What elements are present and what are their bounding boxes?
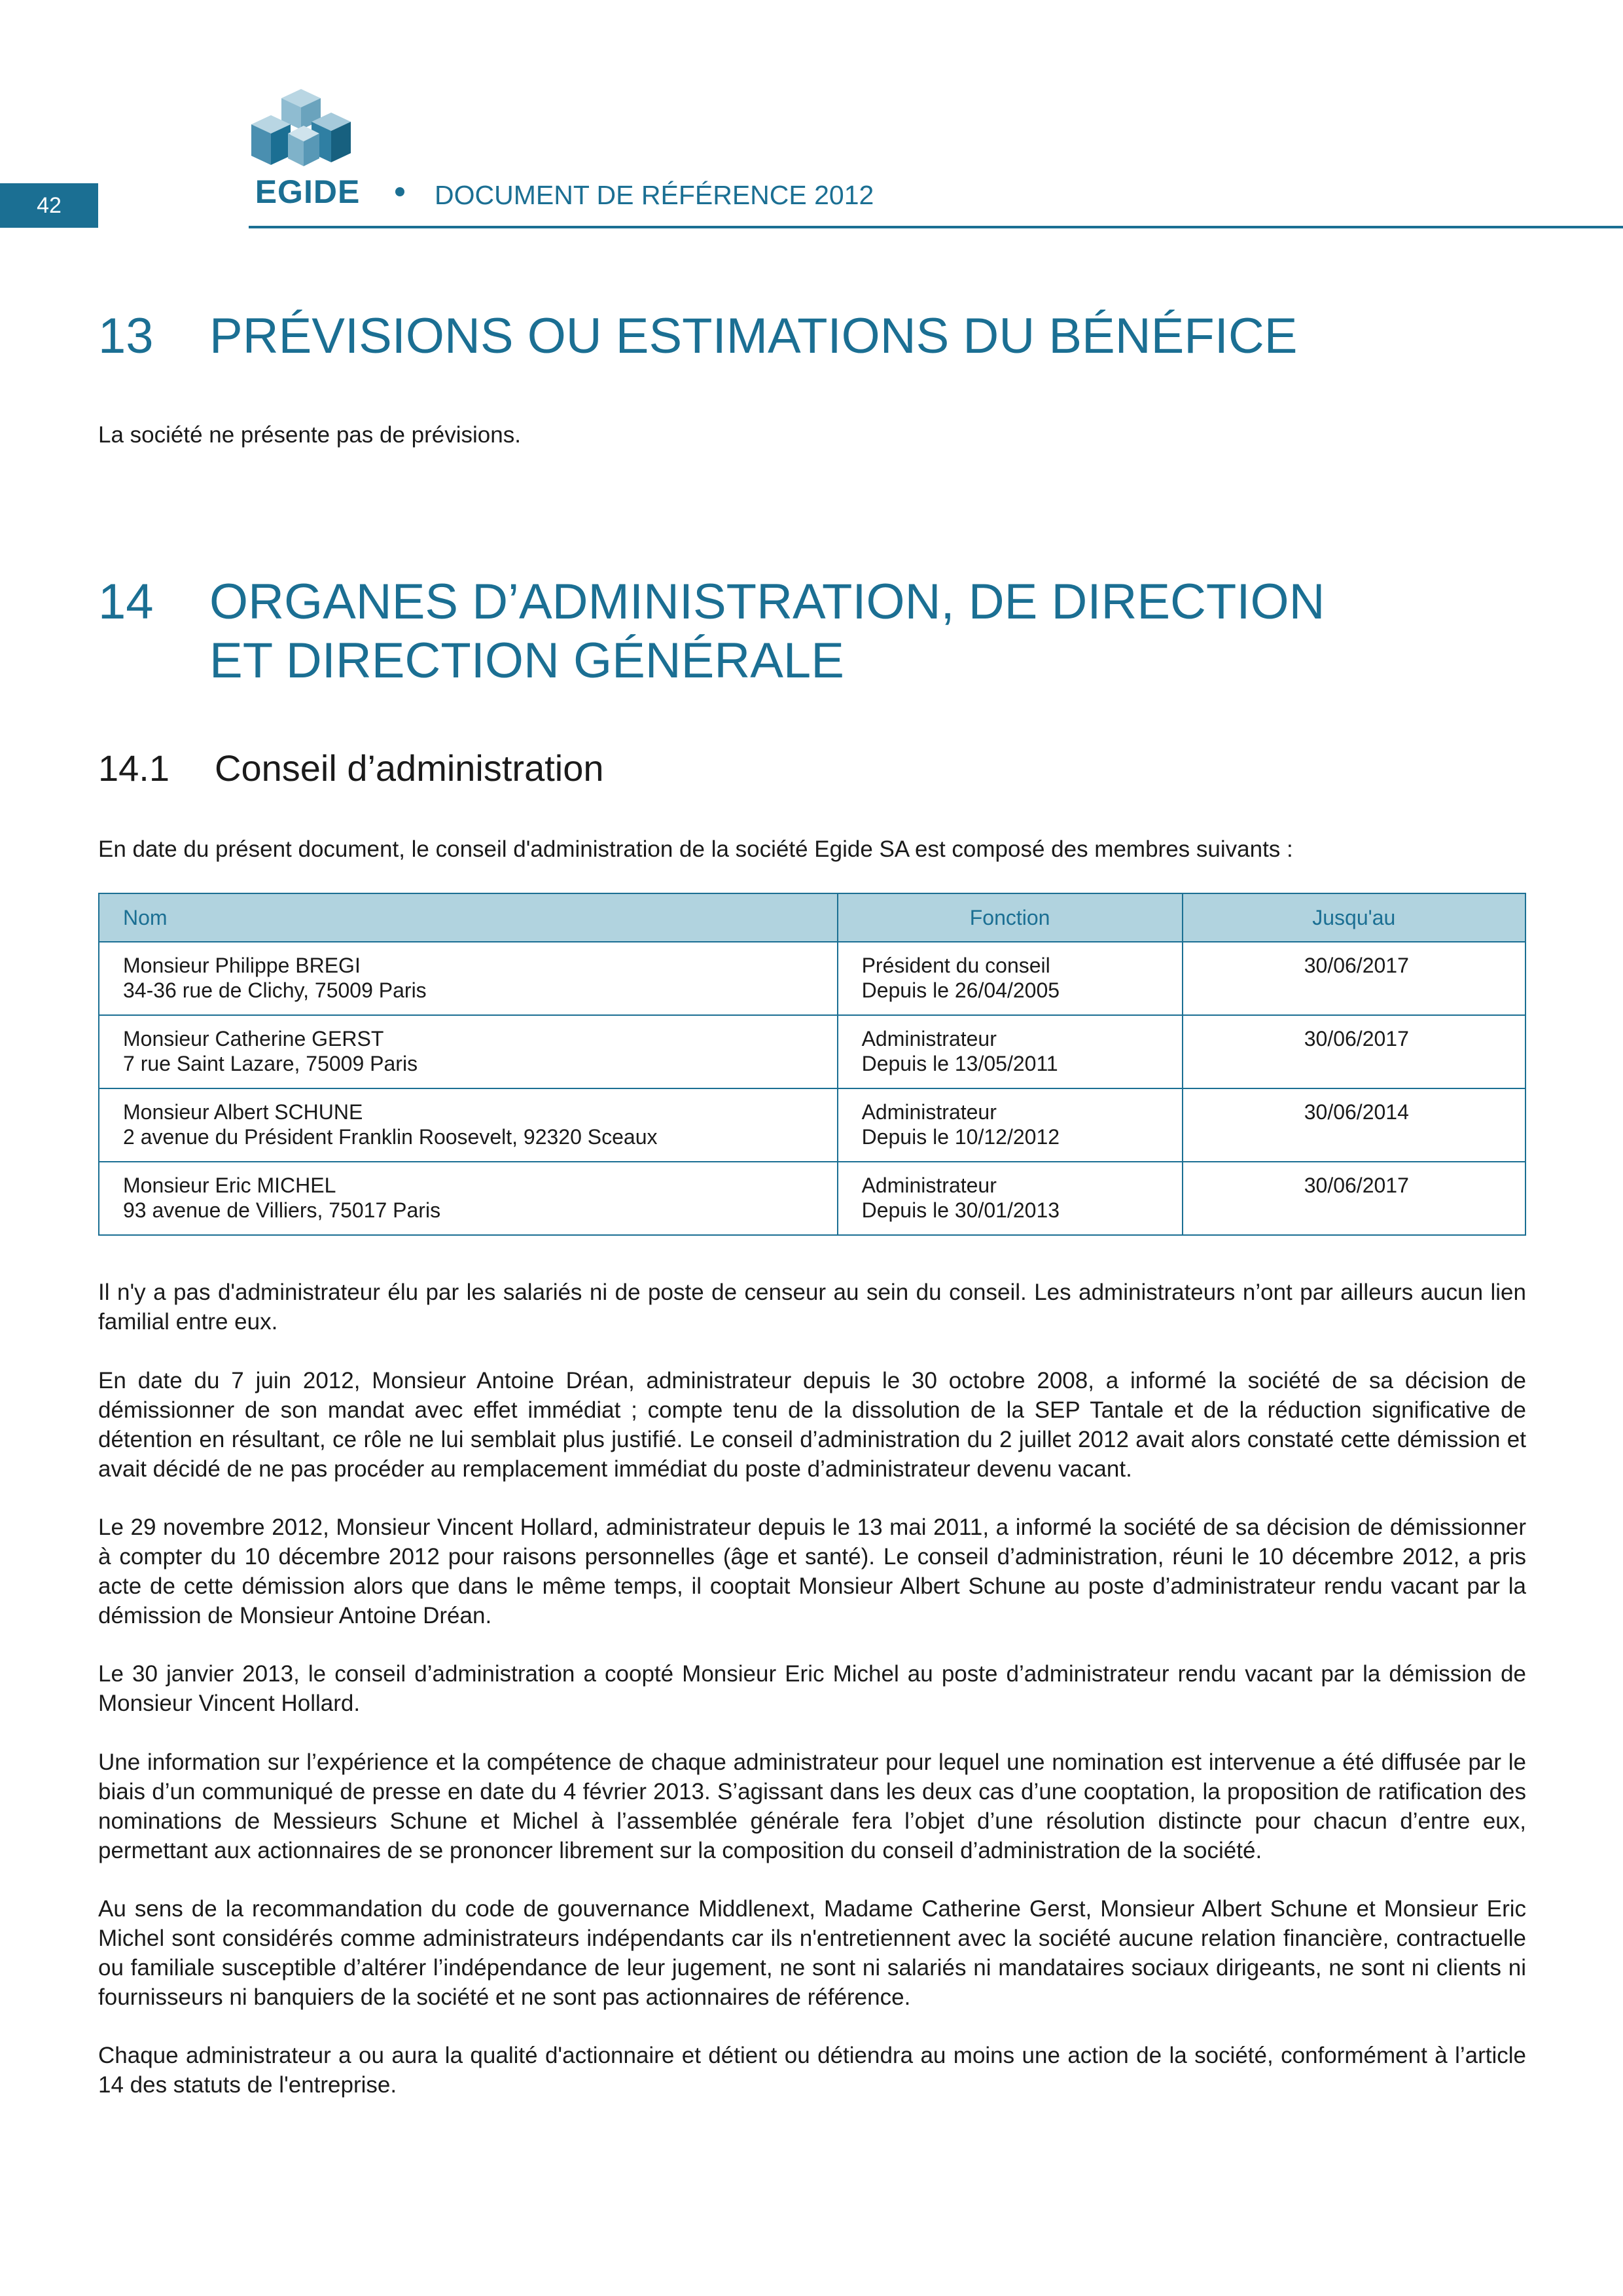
brand-wordmark: EGIDE <box>255 173 361 210</box>
paragraph-press-release: Une information sur l’expérience et la compétence de chaque administrateur pour lequel une nomination est intervenue a été diffusée par le biais d’un communiqué de presse en date du 4 février 2013. S’agissant dans les deux cas d’une cooptation, la proposition de ratification des nominations de Messieurs Schune et Michel à l’assemblée générale fera l’objet d’une résolution distincte pour chacun d’entre eux, permettant aux actionnaires de se prononcer librement sur la composition du conseil d’administration de la société. <box>98 1749 1526 1863</box>
member-since: Depuis le 30/01/2013 <box>861 1198 1060 1222</box>
term-end-cell: 30/06/2017 <box>1183 1162 1525 1235</box>
document-title: DOCUMENT DE RÉFÉRENCE 2012 <box>435 180 874 210</box>
member-name: Monsieur Albert SCHUNE <box>123 1100 363 1124</box>
member-address: 7 rue Saint Lazare, 75009 Paris <box>123 1052 418 1075</box>
column-header-nom: Nom <box>99 893 838 942</box>
section-14-1-title: Conseil d’administration <box>215 747 604 789</box>
function-cell <box>838 1162 1183 1235</box>
function-cell <box>838 1015 1183 1088</box>
board-members-table <box>98 893 1526 1236</box>
section-13-title: PRÉVISIONS OU ESTIMATIONS DU BÉNÉFICE <box>209 308 1298 364</box>
section-14-1-number: 14.1 <box>98 747 169 789</box>
term-end-cell: 30/06/2014 <box>1183 1088 1525 1162</box>
cubes-icon <box>249 85 366 177</box>
member-role: Administrateur <box>861 1100 997 1124</box>
table-row <box>99 942 1525 1015</box>
member-address: 93 avenue de Villiers, 75017 Paris <box>123 1198 441 1222</box>
member-name: Monsieur Philippe BREGI <box>123 954 361 977</box>
member-name: Monsieur Catherine GERST <box>123 1027 384 1050</box>
paragraph-michel-cooptation: Le 30 janvier 2013, le conseil d’administration a coopté Monsieur Eric Michel au poste d’administrateur rendu vacant par la démission de Monsieur Vincent Hollard. <box>98 1661 1526 1716</box>
paragraph-independence: Au sens de la recommandation du code de gouvernance Middlenext, Madame Catherine Gerst, Monsieur Albert Schune et Monsieur Eric Michel sont considérés comme administrateurs indépendants car ils n'entretiennent avec la société aucune relation financière, contractuelle ou familiale susceptible d’altérer l’indépendance de leur jugement, ne sont ni salariés ni mandataires sociaux dirigeants, ne sont ni clients ni fournisseurs ni banquiers de la société et ne sont pas actionnaires de référence. <box>98 1896 1526 2010</box>
header-divider <box>249 226 1623 228</box>
section-14-1-heading <box>98 746 604 790</box>
table-row <box>99 1162 1525 1235</box>
member-since: Depuis le 26/04/2005 <box>861 978 1060 1002</box>
member-since: Depuis le 13/05/2011 <box>861 1052 1058 1075</box>
column-header-jusquau: Jusqu'au <box>1183 893 1525 942</box>
member-address: 34-36 rue de Clichy, 75009 Paris <box>123 978 427 1002</box>
member-cell <box>99 1015 838 1088</box>
column-header-fonction: Fonction <box>838 893 1183 942</box>
section-14-title-line2: ET DIRECTION GÉNÉRALE <box>209 633 844 689</box>
member-cell <box>99 1088 838 1162</box>
member-role: Administrateur <box>861 1027 997 1050</box>
section-14-heading <box>98 572 1325 632</box>
paragraph-shareholding: Chaque administrateur a ou aura la qualité d'actionnaire et détient ou détiendra au moins une action de la société, conformément à l’article 14 des statuts de l'entreprise. <box>98 2043 1526 2098</box>
page-number-tab <box>0 183 98 228</box>
section-13-number: 13 <box>98 308 154 364</box>
paragraph-no-employee-director: Il n'y a pas d'administrateur élu par les salariés ni de poste de censeur au sein du conseil. Les administrateurs n’ont par ailleurs aucun lien familial entre eux. <box>98 1280 1526 1335</box>
section-14-title-line1: ORGANES D’ADMINISTRATION, DE DIRECTION <box>209 574 1325 630</box>
member-cell <box>99 1162 838 1235</box>
section-14-number: 14 <box>98 574 154 630</box>
member-name: Monsieur Eric MICHEL <box>123 1174 336 1197</box>
function-cell <box>838 942 1183 1015</box>
table-header-row <box>99 893 1525 942</box>
table-row <box>99 1015 1525 1088</box>
page-number: 42 <box>37 192 62 218</box>
header-bullet <box>395 187 404 196</box>
term-end-cell: 30/06/2017 <box>1183 1015 1525 1088</box>
section-13-text: La société ne présente pas de prévisions. <box>98 422 521 448</box>
term-end-cell: 30/06/2017 <box>1183 942 1525 1015</box>
paragraph-hollard-resignation: Le 29 novembre 2012, Monsieur Vincent Hollard, administrateur depuis le 13 mai 2011, a informé la société de sa décision de démissionner à compter du 10 décembre 2012 pour raisons personnelles (âge et santé). Le conseil d’administration, réuni le 10 décembre 2012, a pris acte de cette démission alors que dans le même temps, il cooptait Monsieur Albert Schune au poste d’administrateur rendu vacant par la démission de Monsieur Antoine Dréan. <box>98 1515 1526 1628</box>
function-cell <box>838 1088 1183 1162</box>
member-role: Président du conseil <box>861 954 1050 977</box>
table-row <box>99 1088 1525 1162</box>
member-address: 2 avenue du Président Franklin Roosevelt, 92320 Sceaux <box>123 1125 658 1149</box>
member-role: Administrateur <box>861 1174 997 1197</box>
section-14-1-intro: En date du présent document, le conseil d'administration de la société Egide SA est composé des membres suivants : <box>98 836 1293 862</box>
section-13-heading <box>98 306 1297 366</box>
paragraph-drean-resignation: En date du 7 juin 2012, Monsieur Antoine Dréan, administrateur depuis le 30 octobre 2008, a informé la société de sa décision de démissionner de son mandat avec effet immédiat ; compte tenu de la dissolution de la SEP Tantale et de la réduction significative de détention en résultant, ce rôle ne lui semblait plus justifié. Le conseil d’administration du 2 juillet 2012 avait alors constaté cette démission et avait décidé de ne pas procéder au remplacement immédiat du poste d’administrateur devenu vacant. <box>98 1368 1526 1482</box>
member-since: Depuis le 10/12/2012 <box>861 1125 1060 1149</box>
member-cell <box>99 942 838 1015</box>
